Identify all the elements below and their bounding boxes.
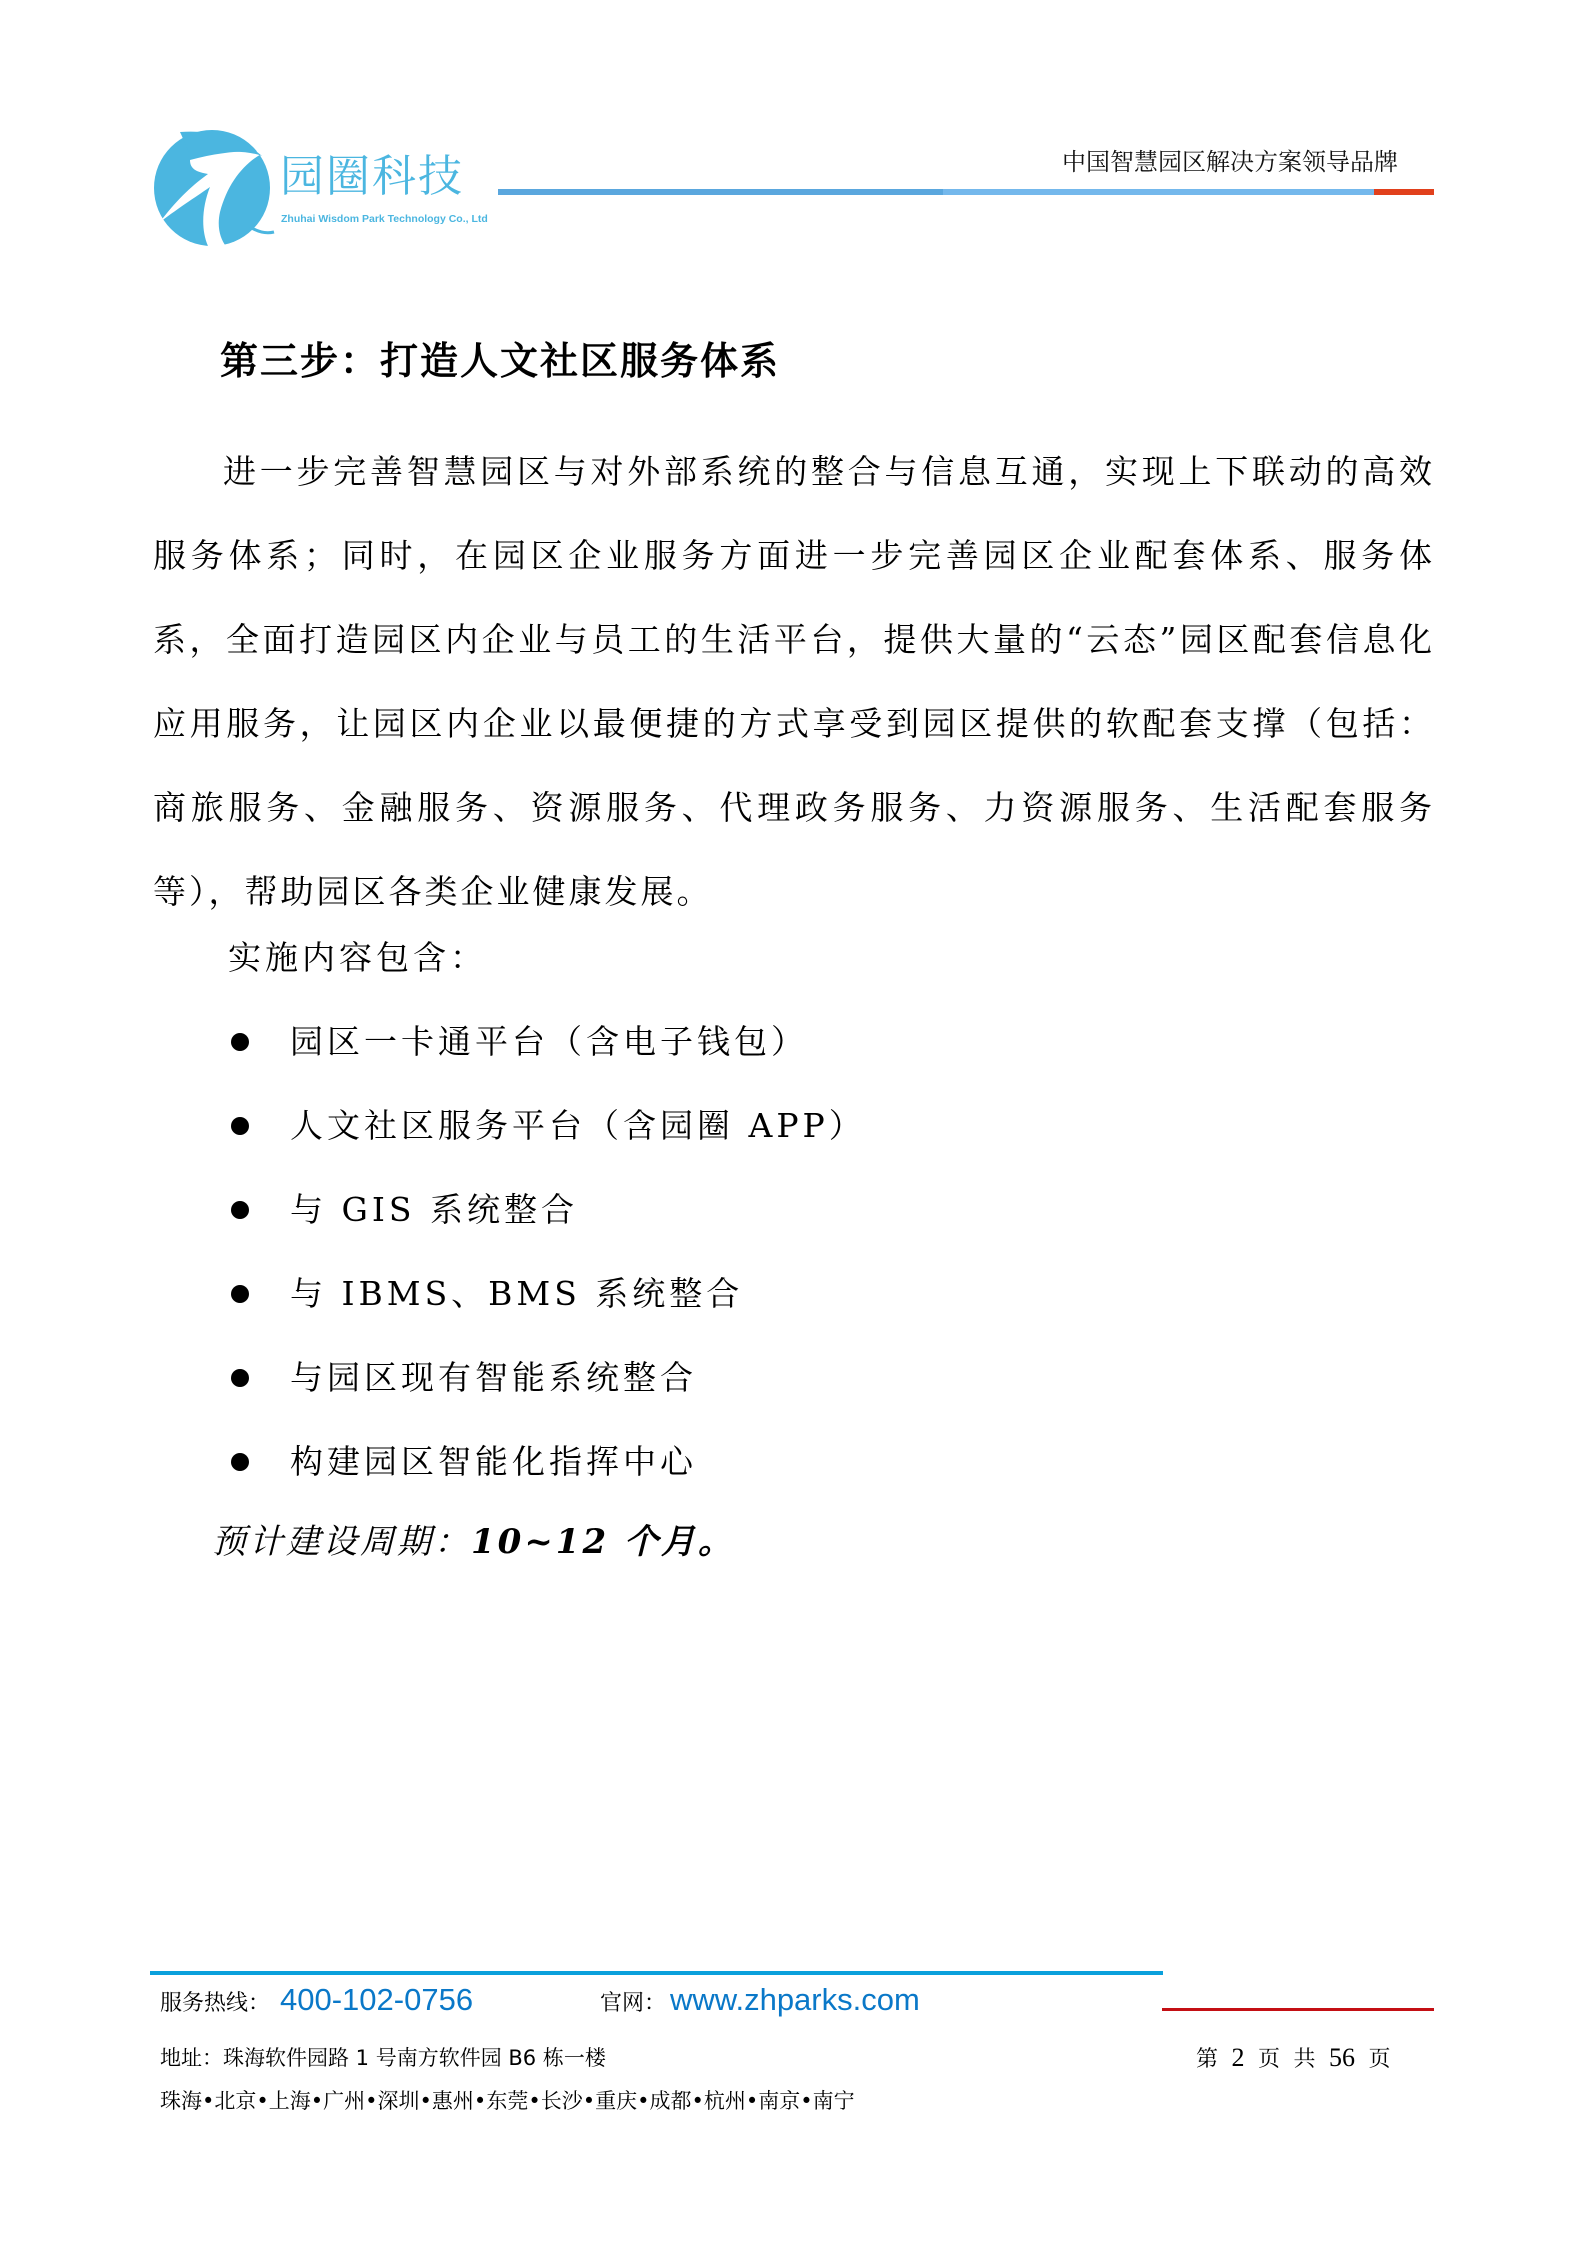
list-item: 与 IBMS、BMS 系统整合	[218, 1252, 866, 1336]
list-item: 人文社区服务平台（含园圈 APP）	[218, 1084, 866, 1168]
bullet-icon	[231, 1453, 249, 1471]
total-pages: 56	[1329, 2043, 1356, 2072]
list-item: 园区一卡通平台（含电子钱包）	[218, 1000, 866, 1084]
list-intro: 实施内容包含：	[228, 938, 487, 977]
page-number: 第 2 页 共 56 页	[1196, 2043, 1391, 2072]
header-slogan: 中国智慧园区解决方案领导品牌	[1062, 148, 1398, 176]
company-name-en: Zhuhai Wisdom Park Technology Co., Ltd	[281, 213, 488, 225]
footer-cities: 珠海•北京•上海•广州•深圳•惠州•东莞•长沙•重庆•成都•杭州•南京•南宁	[160, 2089, 855, 2113]
period-value: 10~12 个月。	[471, 1522, 735, 1562]
website-link[interactable]: www.zhparks.com	[670, 1982, 920, 2017]
section-heading: 第三步：打造人文社区服务体系	[220, 339, 781, 383]
footer-address: 地址：珠海软件园路 1 号南方软件园 B6 栋一楼	[160, 2046, 606, 2070]
bullet-icon	[231, 1117, 249, 1135]
header-divider-light	[943, 189, 1374, 195]
list-item: 与 GIS 系统整合	[218, 1168, 866, 1252]
hotline-label: 服务热线：	[160, 1991, 271, 2016]
implementation-list	[218, 1000, 866, 1504]
list-item: 与园区现有智能系统整合	[218, 1336, 866, 1420]
header-divider-dark	[498, 189, 943, 195]
footer-divider-red	[1162, 2008, 1434, 2011]
current-page: 2	[1231, 2043, 1245, 2072]
header-divider-accent	[1374, 189, 1434, 195]
footer-hotline	[160, 1982, 473, 2018]
website-label: 官网：	[600, 1991, 667, 2016]
company-name-cn: 园圈科技	[280, 151, 464, 202]
bullet-icon	[231, 1285, 249, 1303]
bullet-icon	[231, 1033, 249, 1051]
footer-divider-blue	[150, 1971, 1163, 1975]
bullet-icon	[231, 1201, 249, 1219]
construction-period	[212, 1514, 735, 1563]
company-logo-icon	[150, 122, 275, 247]
hotline-number[interactable]: 400-102-0756	[280, 1982, 474, 2017]
list-item: 构建园区智能化指挥中心	[218, 1420, 866, 1504]
period-label: 预计建设周期：	[212, 1522, 471, 1562]
footer-website	[600, 1982, 920, 2018]
bullet-icon	[231, 1369, 249, 1387]
body-paragraph: 进一步完善智慧园区与对外部系统的整合与信息互通，实现上下联动的高效服务体系；同时，在园区企业服务方面进一步完善园区企业配套体系、服务体系，全面打造园区内企业与员工的生活平台，提供大量的“云态”园区配套信息化应用服务，让园区内企业以最便捷的方式享受到园区提供的软配套支撑（包括：商旅服务、金融服务、资源服务、代理政务服务、力资源服务、生活配套服务等），帮助园区各类企业健康发展。	[153, 452, 1435, 911]
